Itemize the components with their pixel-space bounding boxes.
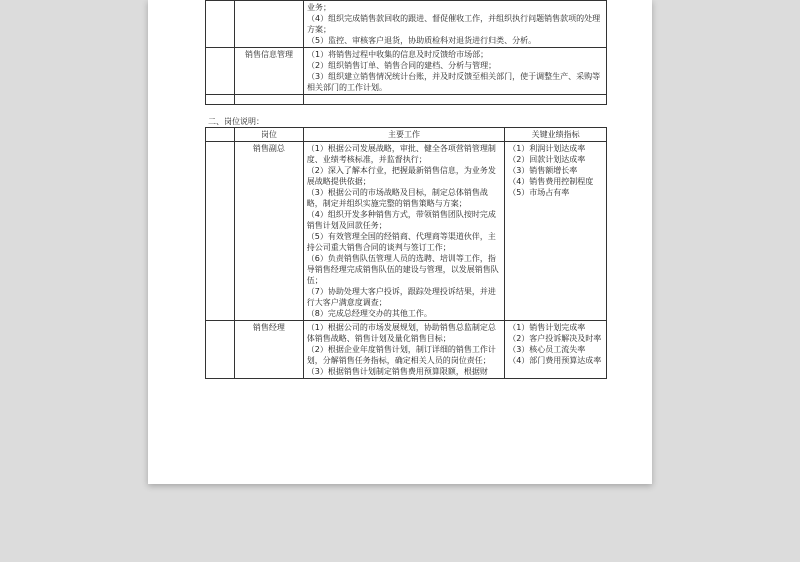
duty-line: （1）将销售过程中收集的信息及时反馈给市场部； <box>307 50 489 59</box>
duty-line: （3）根据销售计划制定销售费用预算限额，根据财 <box>306 367 488 376</box>
job-table <box>205 127 607 379</box>
duty-line: （1）根据公司发展战略，审批、健全各项营销管理制度、业绩考核标准，并监督执行； <box>306 144 496 164</box>
document-page <box>148 0 652 484</box>
duties-cell <box>303 142 504 321</box>
position-cell: 销售副总 <box>234 142 303 321</box>
duty-line: （5）有效管理全国的经销商、代理商等渠道伙伴，主持公司重大销售合同的谈判与签订工作； <box>306 232 496 252</box>
duty-line: （5）监控、审核客户退货，协助质检科对退货进行归类、分析。 <box>307 36 537 45</box>
duty-line: （2）组织销售订单、销售合同的建档、分析与管理； <box>307 61 497 70</box>
duty-line: （3）组织建立销售情况统计台账，并及时反馈至相关部门，使于调整生产、采购等相关部门的工作计划。 <box>307 72 601 92</box>
column-header: 关键业绩指标 <box>505 128 607 142</box>
table-cell <box>206 321 235 379</box>
table-cell <box>206 1 235 48</box>
table-cell <box>206 142 235 321</box>
table-cell <box>206 95 235 105</box>
table-row <box>206 321 607 379</box>
table-cell <box>235 1 304 48</box>
kpi-line: （4）销售费用控制程度 <box>508 177 594 186</box>
table-row <box>206 142 607 321</box>
top-table <box>205 0 607 105</box>
kpi-cell <box>505 321 607 379</box>
row-title: 销售信息管理 <box>235 48 304 95</box>
duty-line: （6）负责销售队伍管理人员的选聘、培训等工作，指导销售经理完成销售队伍的建设与管理，以发展销售队伍； <box>306 254 499 285</box>
kpi-line: （1）销售计划完成率 <box>508 323 586 332</box>
column-header: 主要工作 <box>303 128 504 142</box>
kpi-line: （2）客户投诉解决及时率 <box>508 334 602 343</box>
table-cell <box>304 1 607 48</box>
duty-line: （8）完成总经理交办的其他工作。 <box>306 309 432 318</box>
table-row <box>206 48 607 95</box>
duties-cell <box>303 321 504 379</box>
kpi-line: （3）销售额增长率 <box>508 166 578 175</box>
column-header: 岗位 <box>234 128 303 142</box>
kpi-line: （4）部门费用预算达成率 <box>508 356 602 365</box>
table-cell <box>235 95 304 105</box>
table-cell <box>304 48 607 95</box>
duty-line: （2）深入了解本行业，把握最新销售信息，为业务发展战略提供依据； <box>306 166 496 186</box>
duty-line: （1）根据公司的市场发展规划，协助销售总监制定总体销售战略、销售计划及量化销售目标； <box>306 323 496 343</box>
kpi-cell <box>505 142 607 321</box>
table-cell <box>304 95 607 105</box>
table-row <box>206 95 607 105</box>
table-cell <box>206 128 235 142</box>
position-cell: 销售经理 <box>234 321 303 379</box>
duty-line: （7）协助处理大客户投诉，跟踪处理投诉结果，并进行大客户满意度调查； <box>306 287 496 307</box>
table-cell <box>206 48 235 95</box>
duty-line: （2）根据企业年度销售计划，制订详细的销售工作计划，分解销售任务指标，确定相关人员的岗位责任； <box>306 345 496 365</box>
kpi-line: （3）核心员工流失率 <box>508 345 586 354</box>
table-header-row <box>206 128 607 142</box>
table-row <box>206 1 607 48</box>
kpi-line: （1）利润计划达成率 <box>508 144 586 153</box>
duty-line: （3）根据公司的市场战略及目标，制定总体销售战略，制定并组织实施完整的销售策略与方案； <box>306 188 488 208</box>
duty-line: 业务； <box>307 3 331 12</box>
duty-line: （4）组织开发多种销售方式，带领销售团队按时完成销售计划及回款任务； <box>306 210 496 230</box>
kpi-line: （2）回款计划达成率 <box>508 155 586 164</box>
duty-line: （4）组织完成销售款回收的跟进、督促催收工作，并组织执行问题销售款项的处理方案； <box>307 14 601 34</box>
kpi-line: （5）市场占有率 <box>508 188 570 197</box>
section-title: 二、岗位说明： <box>208 117 264 126</box>
